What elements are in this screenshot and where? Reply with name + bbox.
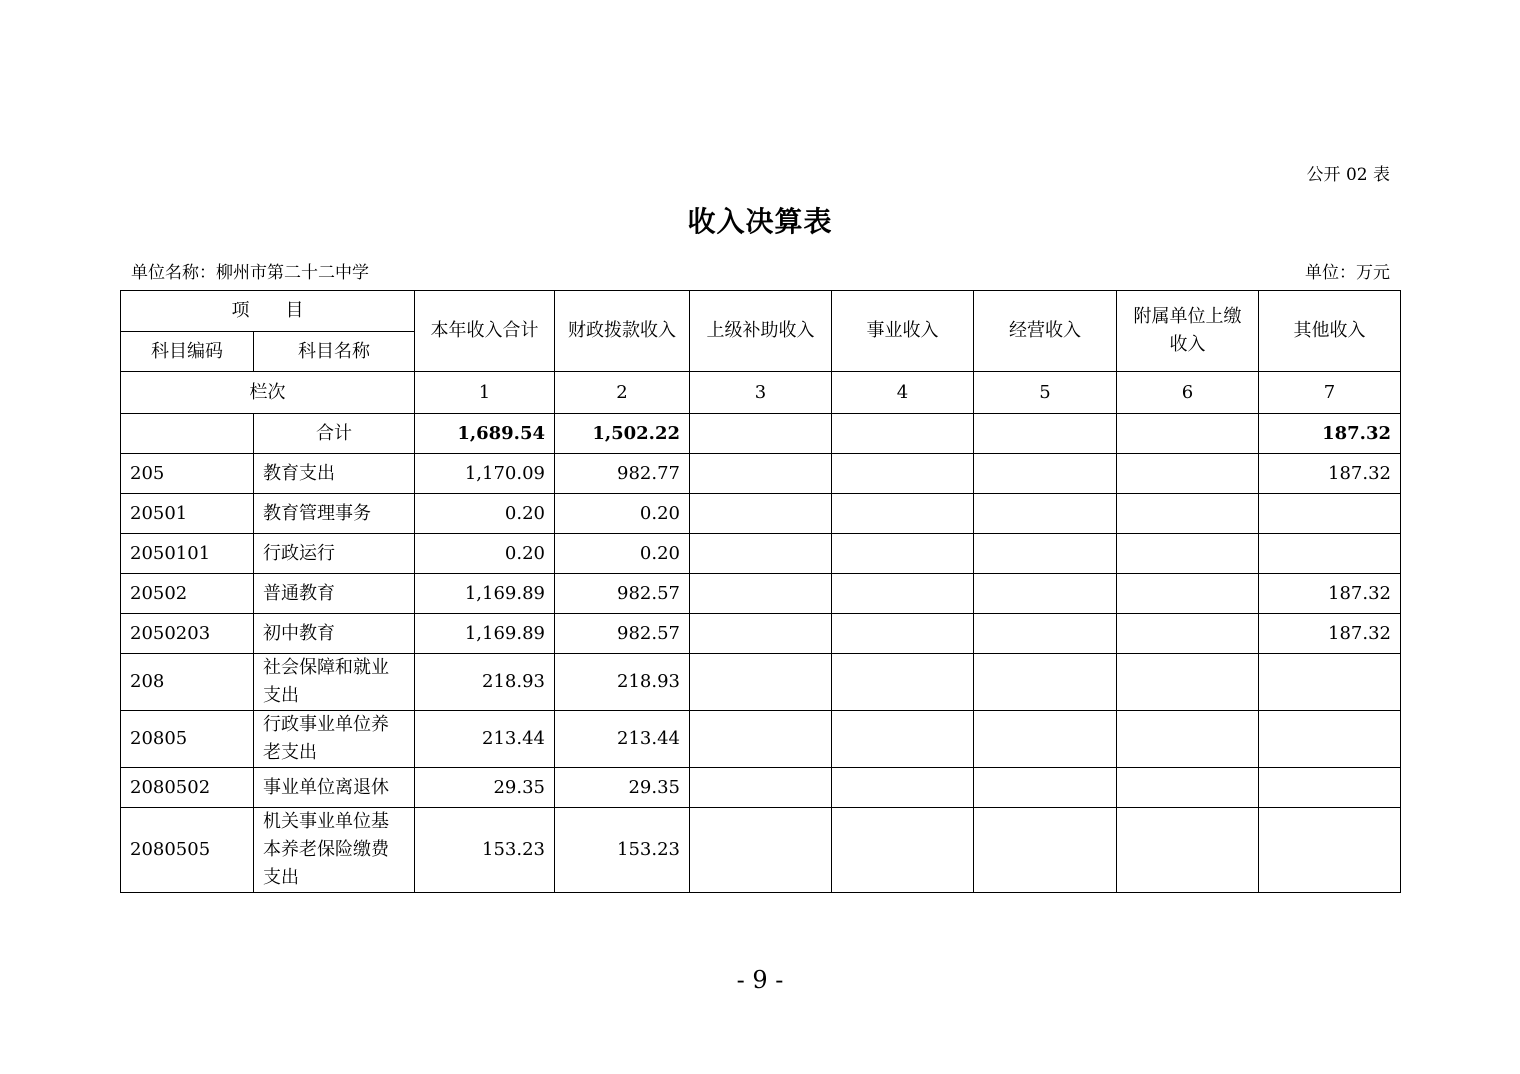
row-value — [974, 494, 1117, 534]
header-name: 科目名称 — [254, 332, 415, 372]
row-value: 0.20 — [555, 534, 690, 574]
total-value — [1117, 414, 1259, 454]
row-name: 机关事业单位基本养老保险缴费支出 — [254, 808, 415, 893]
table-row — [121, 768, 1401, 808]
row-value — [1259, 654, 1401, 711]
row-code: 20805 — [121, 711, 254, 768]
row-value — [832, 614, 974, 654]
row-value — [832, 711, 974, 768]
row-value — [690, 654, 832, 711]
header-col-6: 附属单位上缴收入 — [1117, 291, 1259, 372]
row-value — [1117, 534, 1259, 574]
col-num-5: 5 — [974, 372, 1117, 414]
row-value — [974, 711, 1117, 768]
col-num-4: 4 — [832, 372, 974, 414]
page-number: - 9 - — [736, 966, 784, 994]
row-code: 2080502 — [121, 768, 254, 808]
row-value: 1,170.09 — [415, 454, 555, 494]
row-code: 20501 — [121, 494, 254, 534]
row-name: 行政运行 — [254, 534, 415, 574]
page-title: 收入决算表 — [687, 205, 833, 238]
header-col-7: 其他收入 — [1259, 291, 1401, 372]
row-value: 982.77 — [555, 454, 690, 494]
row-value: 0.20 — [415, 494, 555, 534]
row-value — [832, 574, 974, 614]
total-value — [690, 414, 832, 454]
row-value — [832, 768, 974, 808]
row-value: 187.32 — [1259, 574, 1401, 614]
total-value: 1,689.54 — [415, 414, 555, 454]
row-code: 2080505 — [121, 808, 254, 893]
table-row — [121, 534, 1401, 574]
row-value: 982.57 — [555, 574, 690, 614]
row-value — [1117, 654, 1259, 711]
row-value — [690, 454, 832, 494]
total-value — [832, 414, 974, 454]
total-row — [121, 414, 1401, 454]
income-table — [120, 290, 1401, 893]
row-value — [832, 534, 974, 574]
row-value — [974, 574, 1117, 614]
col-num-6: 6 — [1117, 372, 1259, 414]
row-value — [690, 768, 832, 808]
row-value — [832, 808, 974, 893]
row-value — [1117, 768, 1259, 808]
header-item: 项 目 — [121, 291, 415, 332]
row-code: 2050101 — [121, 534, 254, 574]
row-value: 187.32 — [1259, 614, 1401, 654]
row-value — [1117, 614, 1259, 654]
col-num-3: 3 — [690, 372, 832, 414]
row-value — [1259, 768, 1401, 808]
row-value — [1117, 454, 1259, 494]
row-value — [974, 768, 1117, 808]
table-row — [121, 711, 1401, 768]
row-value — [974, 654, 1117, 711]
row-value: 29.35 — [555, 768, 690, 808]
table-row — [121, 808, 1401, 893]
row-value: 213.44 — [555, 711, 690, 768]
row-value — [1117, 574, 1259, 614]
total-value: 1,502.22 — [555, 414, 690, 454]
row-value: 29.35 — [415, 768, 555, 808]
row-value — [1117, 808, 1259, 893]
table-row — [121, 494, 1401, 534]
header-col-4: 事业收入 — [832, 291, 974, 372]
row-name: 社会保障和就业支出 — [254, 654, 415, 711]
row-code: 208 — [121, 654, 254, 711]
row-value — [690, 808, 832, 893]
row-name: 教育管理事务 — [254, 494, 415, 534]
row-value — [974, 614, 1117, 654]
unit-label: 单位：万元 — [1305, 263, 1390, 283]
row-value: 1,169.89 — [415, 574, 555, 614]
form-number: 公开 02 表 — [1306, 165, 1390, 185]
col-num-1: 1 — [415, 372, 555, 414]
total-value: 187.32 — [1259, 414, 1401, 454]
row-value — [974, 534, 1117, 574]
row-value: 213.44 — [415, 711, 555, 768]
row-value: 187.32 — [1259, 454, 1401, 494]
row-name: 初中教育 — [254, 614, 415, 654]
header-col-1: 本年收入合计 — [415, 291, 555, 372]
row-value — [690, 614, 832, 654]
total-name: 合计 — [254, 414, 415, 454]
row-value — [832, 494, 974, 534]
row-value — [1259, 808, 1401, 893]
row-value — [690, 534, 832, 574]
row-value — [1259, 711, 1401, 768]
row-value — [974, 454, 1117, 494]
row-value — [1259, 494, 1401, 534]
total-code — [121, 414, 254, 454]
table-row — [121, 574, 1401, 614]
row-value: 153.23 — [415, 808, 555, 893]
row-value — [1117, 711, 1259, 768]
unit-name: 单位名称：柳州市第二十二中学 — [131, 263, 369, 283]
total-value — [974, 414, 1117, 454]
row-value: 982.57 — [555, 614, 690, 654]
row-value: 218.93 — [415, 654, 555, 711]
table-row — [121, 654, 1401, 711]
row-value — [690, 494, 832, 534]
row-value — [690, 574, 832, 614]
header-sub-line: 栏次 — [121, 372, 415, 414]
col-num-7: 7 — [1259, 372, 1401, 414]
row-value — [1117, 494, 1259, 534]
row-code: 205 — [121, 454, 254, 494]
table-row — [121, 614, 1401, 654]
header-col-5: 经营收入 — [974, 291, 1117, 372]
row-name: 事业单位离退休 — [254, 768, 415, 808]
row-value — [832, 654, 974, 711]
table-row — [121, 454, 1401, 494]
row-value: 1,169.89 — [415, 614, 555, 654]
row-code: 20502 — [121, 574, 254, 614]
row-value — [974, 808, 1117, 893]
row-value: 153.23 — [555, 808, 690, 893]
row-value: 218.93 — [555, 654, 690, 711]
row-code: 2050203 — [121, 614, 254, 654]
header-col-3: 上级补助收入 — [690, 291, 832, 372]
row-value: 0.20 — [555, 494, 690, 534]
col-num-2: 2 — [555, 372, 690, 414]
row-name: 普通教育 — [254, 574, 415, 614]
header-col-2: 财政拨款收入 — [555, 291, 690, 372]
header-code: 科目编码 — [121, 332, 254, 372]
row-value: 0.20 — [415, 534, 555, 574]
row-value — [832, 454, 974, 494]
row-value — [1259, 534, 1401, 574]
row-value — [690, 711, 832, 768]
row-name: 行政事业单位养老支出 — [254, 711, 415, 768]
row-name: 教育支出 — [254, 454, 415, 494]
